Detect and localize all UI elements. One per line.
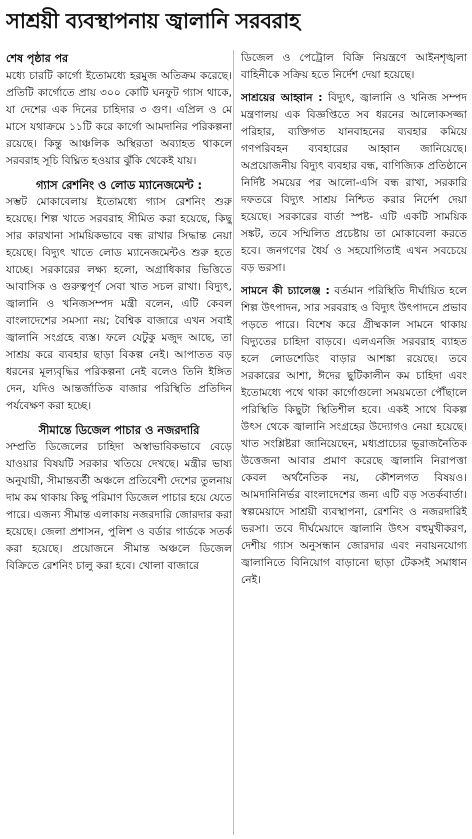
text-saving-call: বিদ্যুৎ, জ্বালানি ও খনিজ সম্পদ মন্ত্রণালয় এক বিজ্ঞপ্তিতে সব ধরনের আলোকসজ্জা পরিহার, ব্যক্তিগত যানবাহনের ব্যবহার কমিয়ে গণপরিবহন ব্যবহারের আহ্বান জানিয়েছে। অপ্রয়োজনীয় বিদ্যুৎ ব্যবহার বন্ধ, বাণিজ্যিক প্রতিষ্ঠানে নির্দিষ্ট সময়ের পর আলো-এসি বন্ধ রাখা, সরকারি দফতরে বিদ্যুৎ সাশ্রয় নিশ্চিত করার নির্দেশ দেয়া হয়েছে। সরকারের বার্তা স্পষ্ট- এটি একটি সাময়িক সঙ্কট, তবে সম্মিলিত প্রচেষ্টায় তা মোকাবেলা করতে হবে। জনগণের ধৈর্য ও সহযোগিতাই এখন সবচেয়ে বড় ভরসা। <box>241 92 467 274</box>
article-headline: সাশ্রয়ী ব্যবস্থাপনায় জ্বালানি সরবরাহ <box>6 9 300 33</box>
lead-saving-call: সাশ্রয়ের আহ্বান : <box>241 92 323 104</box>
paragraph-saving-call <box>241 90 467 277</box>
subheading-gas-rationing: গ্যাস রেশনিং ও লোড ম্যানেজমেন্ট : <box>35 178 203 192</box>
column-divider <box>233 50 234 835</box>
left-column <box>6 50 232 835</box>
paragraph-supply-schedule: মধ্যে চারটি কার্গো ইতোমধ্যে হরমুজ অতিক্রম করেছে। প্রতিটি কার্গোতে প্রায় ৩০০ কোটি ঘনফুট গ্যাস থাকে, যা দেশের এক দিনের চাহিদার ৩ গুণ। এপ্রিল ও মে মাসে যথাক্রমে ১১টি করে কার্গো আমদানির পরিকল্পনা রয়েছে। কিন্তু আঞ্চলিক অস্থিরতা অব্যাহত থাকলে সরবরাহ সূচি বিঘ্নিত হওয়ার ঝুঁকি থেকেই যায়। <box>6 70 232 167</box>
paragraph-gas-rationing: সম্ভট মোকাবেলায় ইতোমধ্যে গ্যাস রেশনিং শুরু হয়েছে। শিল্প খাতে সরবরাহ সীমিত করা হয়েছে, কিছু সার কারখানা সাময়িকভাবে বন্ধ রাখার সিদ্ধান্ত নেয়া হয়েছে। বিদ্যুৎ খাতে লোড ম্যানেজমেন্টও শুরু হতে যাচ্ছে। সরকারের লক্ষ্য হলো, অগ্রাধিকার ভিত্তিতে আবাসিক ও গুরুত্বপূর্ণ সেবা খাত সচল রাখা। বিদ্যুৎ, জ্বালানি ও খনিজসম্পদ মন্ত্রী বলেন, এটি কেবল বাংলাদেশের সমস্যা নয়; বৈশ্বিক বাজারে এখন সবাই জ্বালানি সংগ্রহে ব্যস্ত। ফলে যেটুকু মজুদ আছে, তা সাশ্রয় করে ব্যবহার ছাড়া বিকল্প নেই। আপাতত বড় ধরনের মূল্যবৃদ্ধির পরিকল্পনা নেই বলেও তিনি ইঙ্গিত দেন, যদিও আন্তর্জাতিক বাজার পরিস্থিতি প্রতিদিন পর্যবেক্ষণ করা হচ্ছে। <box>6 196 232 412</box>
subheading-diesel-smuggling: সীমান্তে ডিজেল পাচার ও নজরদারি <box>38 423 200 437</box>
lead-challenges: সামনে কী চ্যালেঞ্জ : <box>241 285 330 297</box>
paragraph-diesel-smuggling: সম্প্রতি ডিজেলের চাহিদা অস্বাভাবিকভাবে বেড়ে যাওয়ার বিষয়টি সরকার খতিয়ে দেখছে। মন্ত্রীর ভাষ্য অনুযায়ী, সীমান্তবর্তী অঞ্চলে প্রতিবেশী দেশের তুলনায় দাম কম থাকায় কিছু পরিমাণ ডিজেল পাচার হয়ে যেতে পারে। এজন্য সীমান্ত এলাকায় নজরদারি জোরদার করা হয়েছে। জেলা প্রশাসন, পুলিশ ও বর্ডার গার্ডকে সতর্ক করা হয়েছে। প্রয়োজনে সীমান্ত অঞ্চলে ডিজেল বিক্রিতে রেশনিং চালু করা হবে। খোলা বাজারে <box>6 441 232 572</box>
right-column <box>241 50 467 835</box>
paragraph-diesel-control: ডিজেল ও পেট্রোল বিক্রি নিয়ন্ত্রণে আইনশৃঙ্খলা বাহিনীকে সক্রিয় হতে নির্দেশ দেয়া হয়েছে। <box>241 52 467 81</box>
continued-from-label: শেষ পৃষ্ঠার পর <box>6 52 69 65</box>
paragraph-challenges <box>241 283 467 589</box>
text-challenges: বর্তমান পরিস্থিতি দীর্ঘায়িত হলে শিল্প উৎপাদন, সার সরবরাহ ও বিদ্যুৎ উৎপাদনে প্রভাব পড়তে পারে। বিশেষ করে গ্রীষ্মকাল সামনে থাকায় বিদ্যুতের চাহিদা বাড়বে। এলএনজি সরবরাহ ব্যাহত হলে লোডশেডিং বাড়ার আশঙ্কা রয়েছে। তবে সরকারের আশা, ঈদের ছুটিকালীন কম চাহিদা এবং ইতোমধ্যে পথে থাকা কার্গোগুলো সময়মতো পৌঁছালে পরিস্থিতি কিছুটা স্থিতিশীল হবে। একই সাথে বিকল্প উৎস থেকে জ্বালানি সংগ্রহের উদ্যোগও নেয়া হয়েছে। খাত সংশ্লিষ্টরা জানিয়েছেন, মধ্যপ্রাচ্যের ভূরাজনৈতিক উত্তেজনা আবার প্রমাণ করেছে জ্বালানি নিরাপত্তা কেবল অর্থনৈতিক নয়, কৌশলগত বিষয়ও। আমদানিনির্ভর বাংলাদেশের জন্য এটি বড় সতর্কবার্তা। স্বল্পমেয়াদে সাশ্রয়ী ব্যবস্থাপনা, রেশনিং ও নজরদারিই ভরসা। তবে দীর্ঘমেয়াদে জ্বালানি উৎস বহুমুখীকরণ, দেশীয় গ্যাস অনুসন্ধান জোরদার এবং নবায়নযোগ্য জ্বালানিতে বিনিয়োগ বাড়ানো ছাড়া টেকসই সমাধান নেই। <box>241 285 467 586</box>
